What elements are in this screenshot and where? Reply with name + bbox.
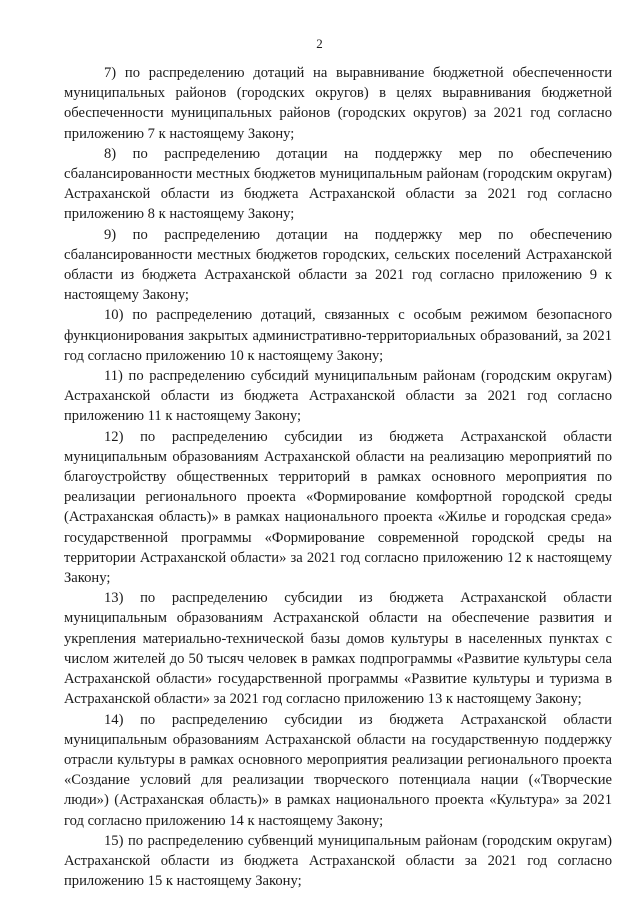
paragraph-item-7: 7) по распределению дотаций на выравнивание бюджетной обеспеченности муниципальных районов (городских округов) в целях выравнивания бюджетной обеспеченности муниципальных районов (городских округов) за 2021 год согласно приложению 7 к настоящему Закону;: [64, 65, 612, 142]
document-body: [64, 63, 612, 891]
paragraph-item-14: 14) по распределению субсидии из бюджета Астраханской области муниципальным образованиям Астраханской области на государственную поддержку отрасли культуры в рамках основного мероприятия реализации регионального проекта «Создание условий для реализации творческого потенциала нации («Творческие люди») (Астраханская область)» в рамках национального проекта «Культура» за 2021 год согласно приложению 14 к настоящему Закону;: [64, 711, 612, 829]
paragraph-item-10: 10) по распределению дотаций, связанных с особым режимом безопасного функционирования закрытых административно-территориальных образований, за 2021 год согласно приложению 10 к настоящему Закону;: [64, 307, 612, 364]
page-number: 2: [316, 36, 323, 51]
paragraph-item-13: 13) по распределению субсидии из бюджета Астраханской области муниципальным образованиям Астраханской области на обеспечение развития и укрепления материально-технической базы домов культуры в населенных пунктах с числом жителей до 50 тысяч человек в рамках подпрограммы «Развитие культуры села Астраханской области» государственной программы «Развитие культуры и туризма в Астраханской области» за 2021 год согласно приложению 13 к настоящему Закону;: [64, 590, 612, 708]
paragraph-item-15: 15) по распределению субвенций муниципальным районам (городским округам) Астраханской области из бюджета Астраханской области за 2021 год согласно приложению 15 к настоящему Закону;: [64, 832, 612, 890]
paragraph-item-8: 8) по распределению дотации на поддержку мер по обеспечению сбалансированности местных бюджетов муниципальным районам (городским округам) Астраханской области из бюджета Астраханской области за 2021 год согласно приложению 8 к настоящему Закону;: [64, 145, 612, 223]
paragraph-item-9: 9) по распределению дотации на поддержку мер по обеспечению сбалансированности местных бюджетов городских, сельских поселений Астраханской области из бюджета Астраханской области за 2021 год согласно приложению 9 к настоящему Закону;: [64, 226, 612, 304]
paragraph-item-12: 12) по распределению субсидии из бюджета Астраханской области муниципальным образованиям Астраханской области на реализацию мероприятий по благоустройству общественных территорий в рамках основного мероприятия по реализации регионального проекта «Формирование комфортной городской среды (Астраханская область)» в рамках национального проекта «Жилье и городская среда» государственной программы «Формирование современной городской среды на территории Астраханской области» за 2021 год согласно приложению 12 к настоящему Закону;: [64, 428, 612, 587]
paragraph-item-11: 11) по распределению субсидий муниципальным районам (городским округам) Астраханской области из бюджета Астраханской области за 2021 год согласно приложению 11 к настоящему Закону;: [64, 368, 612, 425]
